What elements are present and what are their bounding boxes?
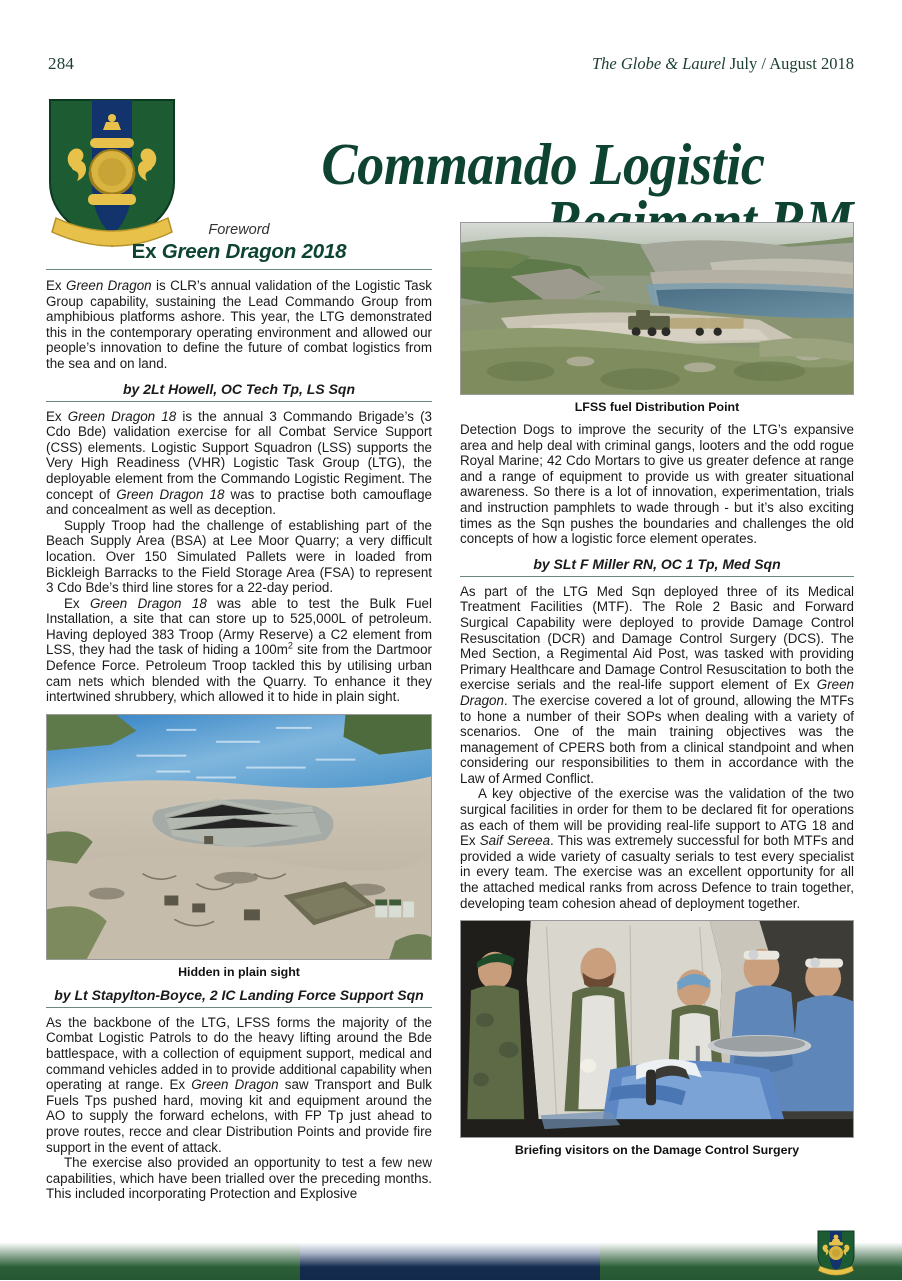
publication-issue-line bbox=[592, 54, 854, 74]
issue-date: July / August 2018 bbox=[729, 54, 854, 73]
paragraph-5: The exercise also provided an opportunity to test a few new capabilities, which have been trialled over the preceding months. This included incorporating Protection and Explosive bbox=[46, 1155, 432, 1202]
foreword-text-a: Ex bbox=[46, 278, 67, 293]
fuel-point-photo-caption: LFSS fuel Distribution Point bbox=[574, 400, 740, 414]
byline-divider-2 bbox=[46, 1007, 432, 1008]
right-column bbox=[460, 222, 854, 1165]
right-paragraph-3 bbox=[460, 786, 854, 911]
lfss-fuel-distribution-point-photo bbox=[460, 222, 854, 395]
byline-lfss: by Lt Stapylton-Boyce, 2 IC Landing Force Support Sqn bbox=[54, 986, 424, 1003]
headline-divider bbox=[46, 269, 432, 270]
footer-navy-band bbox=[300, 1234, 600, 1280]
surgery-photo-caption: Briefing visitors on the Damage Control Surgery bbox=[514, 1143, 800, 1158]
page-title-line1: Commando Logistic bbox=[321, 130, 765, 197]
publication-title: The Globe & Laurel bbox=[591, 54, 726, 73]
paragraph-1 bbox=[46, 409, 432, 518]
para1-text-b: is the annual 3 Commando Brigade’s (3 Cdo Bde) validation exercise for all Combat Service Support (CSS) elements. Logistic Support Squadron (LSS) supports the Very High Readiness (VHR) Logistic Task Group (LTG), the deployable element from the Commando Logistic Regiment. The concept of bbox=[46, 408, 432, 502]
para4-text-a: As the backbone of the LTG, LFSS forms the majority of the Combat Logistic Patrols to do the heavy lifting around the Bde battlespace, with a collection of equipment support, medical and command vehicles added in to provide additional capability when operating at range. Ex bbox=[46, 1014, 432, 1093]
damage-control-surgery-briefing-photo bbox=[460, 920, 854, 1138]
paragraph-4 bbox=[46, 1015, 432, 1155]
para1-text-a: Ex bbox=[46, 408, 68, 424]
byline-med-sqn: by SLt F Miller RN, OC 1 Tp, Med Sqn bbox=[533, 555, 781, 572]
foreword-exercise-name: Green Dragon bbox=[66, 278, 152, 293]
headline-prefix: Ex bbox=[131, 240, 162, 263]
quarry-camouflage-photo bbox=[46, 714, 432, 960]
footer-regimental-crest bbox=[816, 1230, 856, 1276]
rpara2-text-a: As part of the LTG Med Sqn deployed three of its Medical Treatment Facilities (MTF). The Role 2 Basic and Forward Surgical Capability were deployed to provide Damage Control Resuscitation (DCR) and Damage Control Surgery (DCS). The Med Section, a Regimental Aid Post, was tasked with providing Primary Healthcare and Damage Control Resuscitation to both the exercise serials and the real-life support element of Ex bbox=[460, 583, 854, 693]
para4-exercise-name: Green Dragon bbox=[191, 1077, 279, 1093]
quarry-photo-caption: Hidden in plain sight bbox=[178, 964, 300, 979]
paragraph-2: Supply Troop had the challenge of establishing part of the Beach Supply Area (BSA) at Lee Moor Quarry; a very difficult location. Over 150 Simulated Pallets were in loaded from Bickleigh Barracks to the Field Storage Area (FSA) to represent 3 Cdo Bde’s third line stores for a 22-day period. bbox=[46, 517, 432, 596]
foreword-text-b: is CLR’s annual validation of the Logistic Task Group capability, sustaining the Lead Commando Group from amphibious platforms ashore. This year, the LTG demonstrated this in the contemporary operating environment and allowed our people’s innovation to define the future of combat logistics from the sea and on land. bbox=[46, 278, 432, 371]
headline-exercise-name: Green Dragon 2018 bbox=[161, 240, 347, 263]
foreword-paragraph bbox=[46, 278, 432, 372]
rpara3-text-a: A key objective of the exercise was the validation of the two surgical facilities in order for them to be declared fit for operations as each of them will be providing real-life support to ATG 18 and Ex bbox=[460, 786, 854, 849]
foreword-label: Foreword bbox=[208, 222, 270, 238]
rpara3-exercise-name: Saif Sereea bbox=[479, 833, 551, 849]
para1-text-c: was to practise both camouflage and concealment as well as deception. bbox=[46, 486, 432, 518]
article-headline bbox=[46, 240, 432, 264]
byline-tech-tp: by 2Lt Howell, OC Tech Tp, LS Sqn bbox=[122, 380, 356, 397]
para3-exercise-name: Green Dragon 18 bbox=[90, 595, 207, 611]
para1-exercise-name-2: Green Dragon 18 bbox=[116, 486, 225, 502]
para1-exercise-name-1: Green Dragon 18 bbox=[67, 408, 177, 424]
rpara2-exercise-name: Green Dragon bbox=[460, 677, 854, 708]
para4-text-b: saw Transport and Bulk Fuels Tps pushed hard, moving kit and equipment around the AO to supply the forward echelons, with FP Tp just ahead to prove routes, recce and clear Distribution Points and provide fire support in the event of attack. bbox=[46, 1077, 433, 1155]
rpara3-text-b: . This was extremely successful for both MTFs and provided a wide variety of casualty serials to test every specialist in every team. The exercise was an excellent opportunity for all the attached medical ranks from across Defence to train together, developing team cohesion ahead of deployment together. bbox=[460, 833, 854, 911]
para3-superscript: 2 bbox=[287, 641, 293, 651]
para3-text-c: site from the Dartmoor Defence Force. Petroleum Troop tackled this by utilising urban cam nets which blended with the Quarry. To enhance it they intertwined shrubbery, which allowed it to hide in plain sight. bbox=[46, 642, 433, 705]
byline-divider-3 bbox=[460, 576, 854, 577]
right-paragraph-1: Detection Dogs to improve the security of the LTG’s expansive area and help deal with criminal gangs, looters and the odd rogue Royal Marine; 42 Cdo Mortars to give us greater defence at range and a range of equipment to provide us with greater situational awareness. So there is a lot of innovation, experimentation, trials and instruction pamphlets to wade through - but it’s also exciting times as the Sqn pushes the boundaries and challenges the old concepts of how a logistic force element operates. bbox=[460, 422, 854, 547]
paragraph-3 bbox=[46, 596, 432, 705]
left-column bbox=[46, 222, 432, 1202]
right-paragraph-2 bbox=[460, 584, 854, 787]
running-head bbox=[48, 54, 854, 76]
byline-divider-1 bbox=[46, 401, 432, 402]
rpara2-text-b: . The exercise covered a lot of ground, allowing the MTFs to hone a number of their SOPs when dealing with a variety of scenarios. One of the main training objectives was the management of CPERS both from a clinical standpoint and when considering our responsibilities to them in accordance with the Law of Armed Conflict. bbox=[460, 692, 854, 786]
para3-text-a: Ex bbox=[64, 595, 90, 611]
para3-text-b: was able to test the Bulk Fuel Installation, a site that can store up to 525,000L of petroleum. Having deployed 383 Troop (Army Reserve) a C2 element from LSS, they had the task of hiding a 100m bbox=[46, 595, 432, 658]
page-footer-band bbox=[0, 1234, 902, 1280]
page-number: 284 bbox=[48, 54, 75, 73]
